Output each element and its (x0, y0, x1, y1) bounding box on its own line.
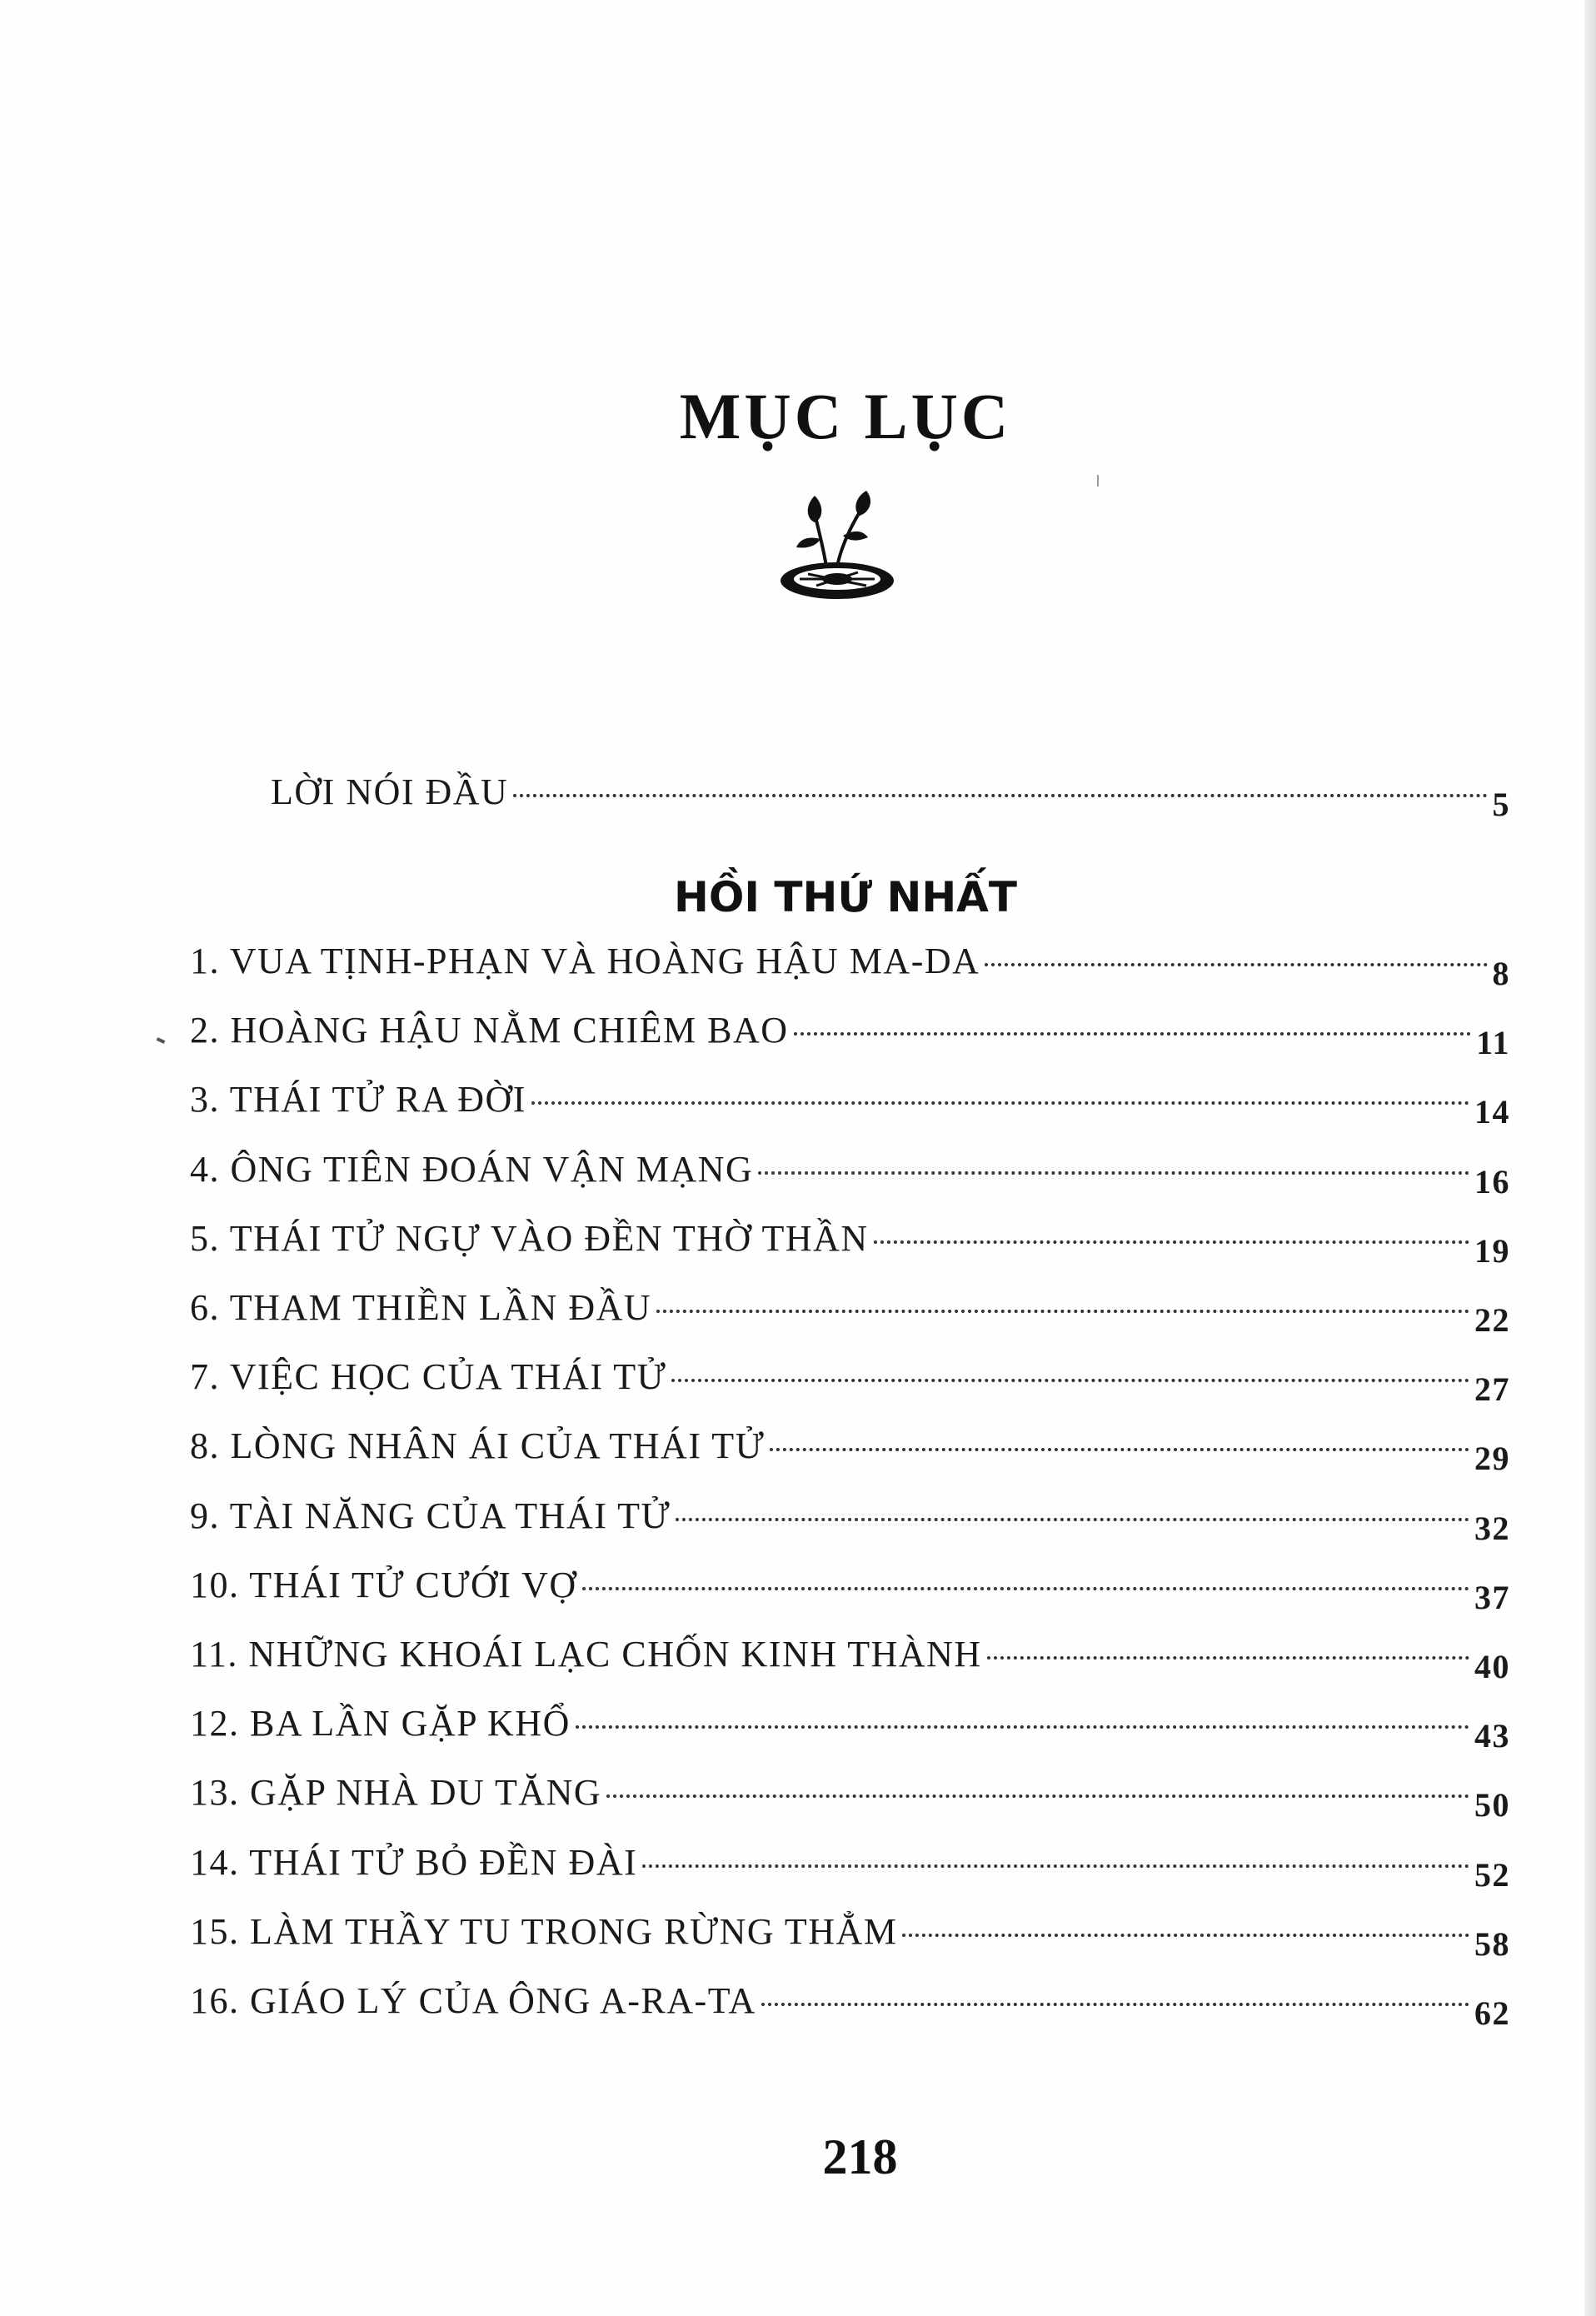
dot-leader (902, 1934, 1469, 1937)
dot-leader (513, 794, 1487, 797)
toc-entry-page: 16 (1474, 1162, 1510, 1200)
toc-entry-page: 43 (1474, 1717, 1510, 1755)
scan-speck (1097, 475, 1099, 487)
scan-speck (157, 1037, 166, 1044)
toc-entry[interactable] (190, 1910, 1510, 1963)
toc-entry[interactable] (190, 1286, 1510, 1339)
toc-entry-page: 19 (1474, 1231, 1510, 1270)
dot-leader (758, 1171, 1469, 1175)
toc-entry-label: 2. HOÀNG HẬU NẰM CHIÊM BAO (190, 1010, 789, 1051)
dot-leader (656, 1310, 1469, 1313)
dot-leader (761, 2003, 1469, 2006)
toc-entry[interactable] (190, 940, 1510, 992)
toc-entry[interactable] (190, 1355, 1510, 1409)
page-edge-shadow (1584, 0, 1596, 2316)
toc-entry-page: 32 (1474, 1509, 1510, 1547)
lotus-flower-ornament-icon (775, 487, 900, 604)
toc-entry[interactable] (190, 1078, 1510, 1131)
dot-leader (676, 1518, 1469, 1521)
toc-entry[interactable] (190, 1217, 1510, 1270)
toc-entry-label: 9. TÀI NĂNG CỦA THÁI TỬ (190, 1495, 671, 1536)
toc-entry-page: 40 (1474, 1648, 1510, 1685)
toc-entry[interactable] (190, 1771, 1510, 1824)
toc-entry-label: 16. GIÁO LÝ CỦA ÔNG A-RA-TA (190, 1980, 756, 2021)
toc-entry-page: 5 (1492, 786, 1510, 823)
toc-entry-label: 15. LÀM THẦY TU TRONG RỪNG THẲM (190, 1910, 898, 1952)
toc-entry-label: 5. THÁI TỬ NGỰ VÀO ĐỀN THỜ THẦN (190, 1217, 869, 1259)
toc-entry-page: 52 (1474, 1855, 1510, 1894)
dot-leader (874, 1240, 1469, 1244)
dot-leader (642, 1864, 1469, 1868)
toc-entry[interactable] (190, 1564, 1510, 1616)
dot-leader (770, 1448, 1469, 1451)
dot-leader (606, 1794, 1469, 1798)
dot-leader (794, 1032, 1472, 1036)
toc-entry[interactable] (190, 1425, 1510, 1478)
toc-entry-label: 12. BA LẦN GẶP KHỔ (190, 1703, 571, 1744)
toc-entry-page: 22 (1474, 1301, 1510, 1339)
toc-entry-page: 8 (1492, 955, 1510, 992)
toc-entry-page: 29 (1474, 1440, 1510, 1478)
toc-entry[interactable] (190, 1495, 1510, 1547)
toc-entry[interactable] (190, 1633, 1510, 1685)
toc-entry[interactable] (190, 1979, 1510, 2032)
dot-leader (987, 1656, 1469, 1660)
toc-entry-label: 6. THAM THIỀN LẦN ĐẦU (190, 1287, 652, 1328)
toc-entry-label: LỜI NÓI ĐẦU (271, 771, 509, 812)
toc-entry[interactable] (190, 1009, 1510, 1062)
toc-entry-page: 62 (1474, 1994, 1510, 2032)
toc-entry-page: 27 (1474, 1370, 1510, 1409)
section-heading: HỒI THỨ NHẤT (674, 873, 1017, 921)
toc-entry-label: 3. THÁI TỬ RA ĐỜI (190, 1079, 526, 1121)
toc-entry-page: 58 (1474, 1924, 1510, 1963)
dot-leader (576, 1725, 1469, 1729)
toc-entry-preface[interactable] (271, 771, 1510, 823)
toc-entry-label: 7. VIỆC HỌC CỦA THÁI TỬ (190, 1356, 667, 1398)
toc-entry-label: 10. THÁI TỬ CƯỚI VỢ (190, 1564, 577, 1605)
toc-entry[interactable] (190, 1841, 1510, 1894)
dot-leader (531, 1101, 1469, 1105)
page-number: 218 (822, 2129, 898, 2184)
toc-entry-label: 11. NHỮNG KHOÁI LẠC CHỐN KINH THÀNH (190, 1634, 982, 1675)
toc-entry[interactable] (190, 1148, 1510, 1200)
toc-entry-page: 14 (1474, 1093, 1510, 1131)
dot-leader (671, 1379, 1469, 1382)
toc-entry-label: 4. ÔNG TIÊN ĐOÁN VẬN MẠNG (190, 1148, 754, 1190)
dot-leader (985, 963, 1487, 966)
page-title: MỤC LỤC (679, 380, 1012, 452)
toc-entry[interactable] (190, 1702, 1510, 1755)
toc-entry-page: 50 (1474, 1786, 1510, 1824)
toc-entry-label: 1. VUA TỊNH-PHẠN VÀ HOÀNG HẬU MA-DA (190, 941, 980, 981)
toc-entry-label: 14. THÁI TỬ BỎ ĐỀN ĐÀI (190, 1841, 638, 1883)
toc-entry-label: 8. LÒNG NHÂN ÁI CỦA THÁI TỬ (190, 1425, 766, 1467)
toc-entry-page: 11 (1476, 1024, 1510, 1062)
dot-leader (582, 1587, 1469, 1590)
toc-entry-page: 37 (1474, 1578, 1510, 1616)
toc-entry-label: 13. GẶP NHÀ DU TĂNG (190, 1772, 602, 1814)
